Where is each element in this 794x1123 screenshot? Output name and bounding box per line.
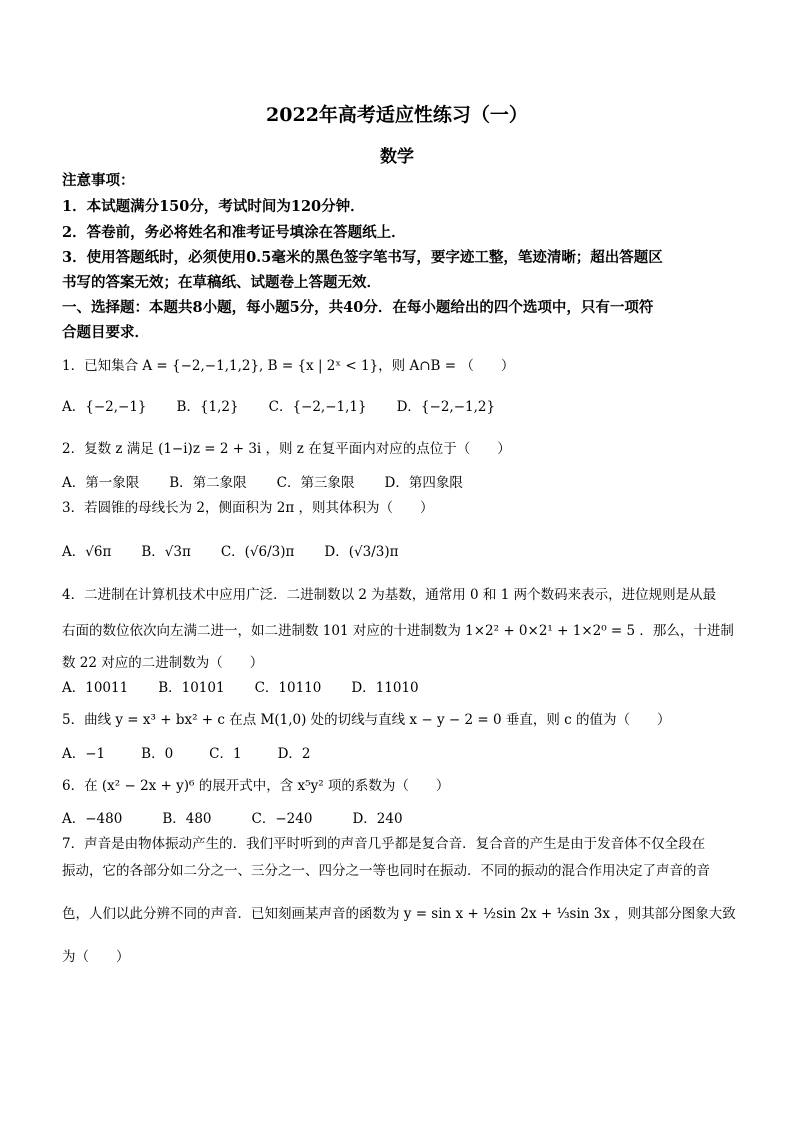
subject-title: 数学 xyxy=(380,147,414,167)
question-6-option-b: B．480 xyxy=(162,811,212,827)
notice-heading: 注意事项： xyxy=(62,172,135,189)
question-5-stem: 5．曲线 y = x³ + bx² + c 在点 M(1,0) 处的切线与直线 x − y − 2 = 0 垂直，则 c 的值为（ ） xyxy=(62,712,671,728)
question-7-line2: 振动，它的各部分如二分之一、三分之一、四分之一等也同时在振动．不同的振动的混合作用决定了声音的音 xyxy=(62,863,710,879)
question-5-options xyxy=(62,745,341,763)
question-1-option-b: B．{1,2} xyxy=(176,399,239,415)
question-1-options xyxy=(62,398,525,416)
question-4-line2: 右面的数位依次向左满二进一，如二进制数 101 对应的十进制数为 1×2² + 0×2¹ + 1×2⁰ = 5 ．那么，十进制 xyxy=(62,623,734,639)
question-5-option-c: C．1 xyxy=(209,746,242,762)
question-3-option-c: C．(√6/3)π xyxy=(220,544,295,560)
exam-title: 2022年高考适应性练习（一） xyxy=(266,104,528,126)
question-1-option-d: D．{−2,−1,2} xyxy=(396,399,496,415)
question-4-option-d: D．11010 xyxy=(351,680,419,696)
question-4-line3: 数 22 对应的二进制数为（ ） xyxy=(62,655,264,671)
notice-item-3: 3．使用答题纸时，必须使用0.5毫米的黑色签字笔书写，要字迹工整，笔迹清晰；超出答题区 xyxy=(62,249,663,266)
question-6-option-a: A．−480 xyxy=(62,811,123,827)
question-7-line3: 色，人们以此分辨不同的声音．已知刻画某声音的函数为 y = sin x + ½sin 2x + ⅓sin 3x ，则其部分图象大致 xyxy=(62,906,736,922)
question-2-options xyxy=(62,474,493,492)
question-1-option-c: C．{−2,−1,1} xyxy=(268,399,367,415)
question-6-stem: 6．在 (x² − 2x + y)⁶ 的展开式中，含 x⁵y² 项的系数为（ ） xyxy=(62,778,450,794)
question-6-option-c: C．−240 xyxy=(251,811,313,827)
question-3-option-b: B．√3π xyxy=(141,544,191,560)
question-7-line4: 为（ ） xyxy=(62,949,130,965)
question-2-option-b: B．第二象限 xyxy=(169,475,247,491)
question-3-option-d: D．(√3/3)π xyxy=(324,544,399,560)
notice-item-1: 1．本试题满分150分，考试时间为120分钟． xyxy=(62,198,365,215)
question-2-option-c: C．第三象限 xyxy=(276,475,355,491)
question-3-option-a: A．√6π xyxy=(62,544,112,560)
question-1-option-a: A．{−2,−1} xyxy=(62,399,147,415)
question-6-option-d: D．240 xyxy=(352,811,403,827)
section-heading-line2: 合题目要求． xyxy=(62,324,149,341)
question-2-option-d: D．第四象限 xyxy=(384,475,463,491)
notice-item-3-cont: 书写的答案无效；在草稿纸、试题卷上答题无效． xyxy=(62,274,381,291)
question-5-option-b: B．0 xyxy=(141,746,174,762)
question-4-option-c: C．10110 xyxy=(254,680,322,696)
question-4-option-a: A．10011 xyxy=(62,680,129,696)
section-heading-line1: 一、选择题：本题共8小题，每小题5分，共40分．在每小题给出的四个选项中，只有一项符 xyxy=(62,299,654,316)
question-6-options xyxy=(62,810,433,828)
question-5-option-d: D．2 xyxy=(277,746,311,762)
question-4-options xyxy=(62,679,449,697)
question-1-stem: 1．已知集合 A = {−2,−1,1,2}, B = {x | 2ˣ < 1}，则 A∩B = （ ） xyxy=(62,358,515,374)
question-3-stem: 3．若圆锥的母线长为 2，侧面积为 2π ，则其体积为（ ） xyxy=(62,500,434,516)
question-7-line1: 7．声音是由物体振动产生的．我们平时听到的声音几乎都是复合音．复合音的产生是由于发音体不仅全段在 xyxy=(62,836,706,852)
question-5-option-a: A．−1 xyxy=(62,746,106,762)
question-2-stem: 2．复数 z 满足 (1−i)z = 2 + 3i ，则 z 在复平面内对应的点位于（ ） xyxy=(62,441,511,457)
question-4-option-b: B．10101 xyxy=(158,680,225,696)
question-2-option-a: A．第一象限 xyxy=(62,475,140,491)
question-4-line1: 4．二进制在计算机技术中应用广泛．二进制数以 2 为基数，通常用 0 和 1 两个数码来表示，进位规则是从最 xyxy=(62,587,717,603)
notice-item-2: 2．答卷前，务必将姓名和准考证号填涂在答题纸上． xyxy=(62,224,406,241)
question-3-options xyxy=(62,543,428,561)
